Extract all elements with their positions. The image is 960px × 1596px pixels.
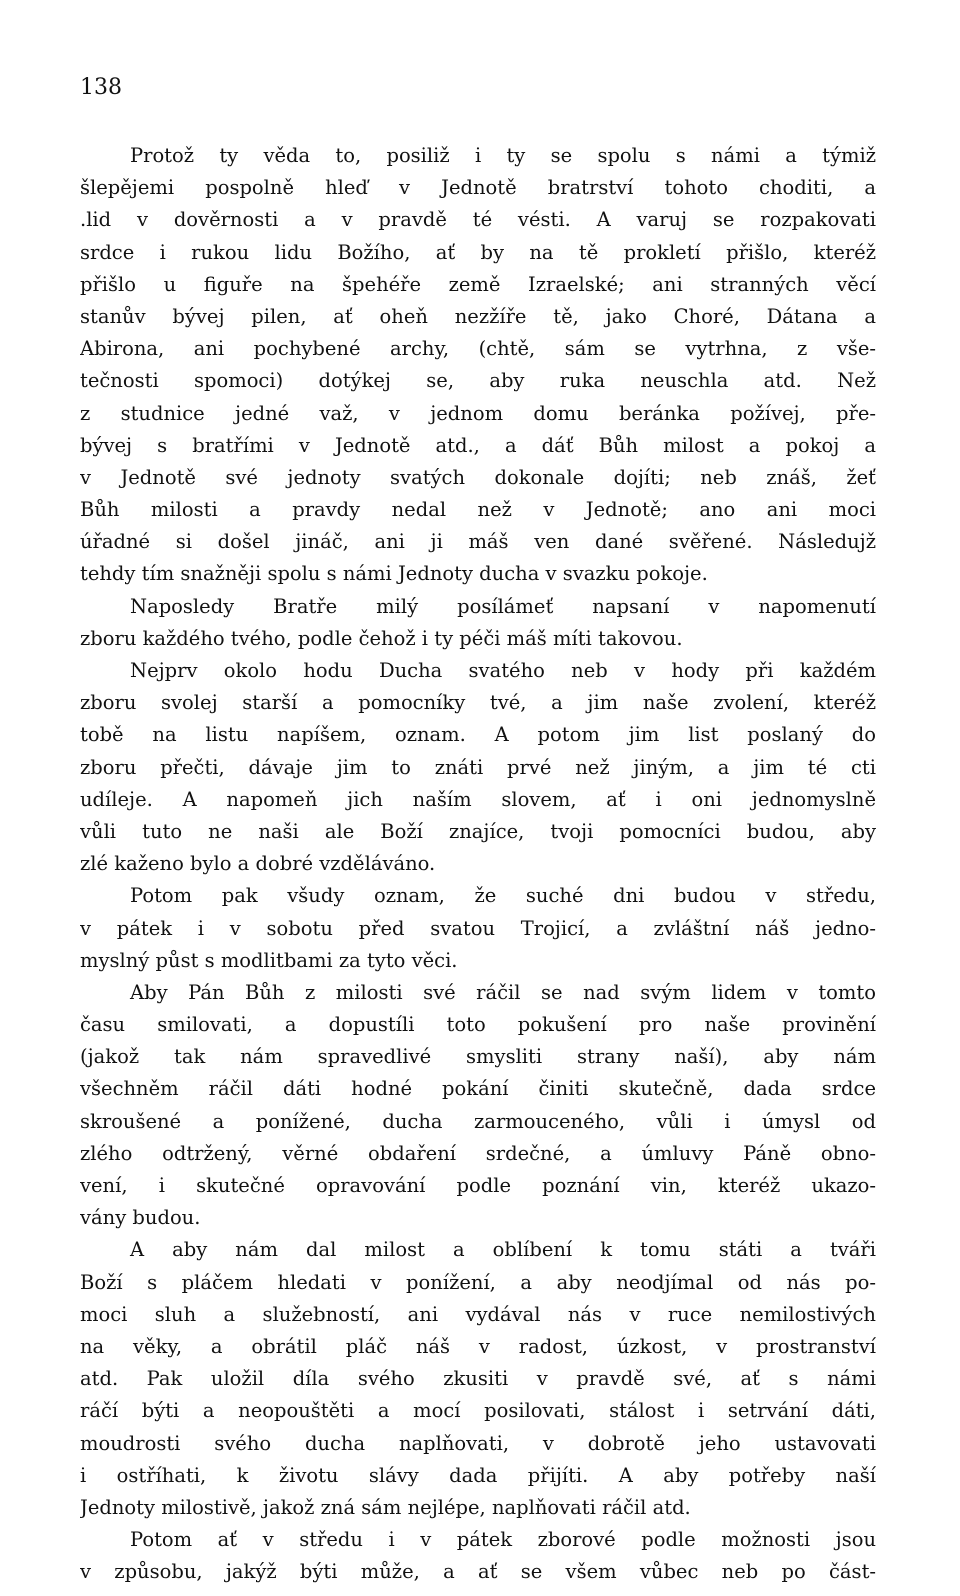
text-line: zlého odtržený, věrné obdaření srdečné, a úmluvy Páně obno- xyxy=(80,1141,876,1165)
body-text xyxy=(80,140,876,1588)
text-line: šlepějemi pospolně hleď v Jednotě bratrství tohoto choditi, a xyxy=(80,176,876,200)
text-line: zboru každého tvého, podle čehož i ty péči máš míti takovou. xyxy=(80,626,683,650)
text-line: zlé kaženo bylo a dobré vzděláváno. xyxy=(80,852,436,876)
text-line: Protož ty věda to, posiliž i ty se spolu s námi a týmiž xyxy=(130,144,876,167)
text-line: tobě na listu napíšem, oznam. A potom jim list poslaný do xyxy=(80,723,876,747)
text-line: (jakož tak nám spravedlivé smysliti strany naší), aby nám xyxy=(80,1045,876,1069)
text-line: srdce i rukou lidu Božího, ať by na tě prokletí přišlo, kteréž xyxy=(80,240,876,264)
text-line: atd. Pak uložil díla svého zkusiti v pravdě své, ať s námi xyxy=(80,1367,876,1391)
text-line: Aby Pán Bůh z milosti své ráčil se nad svým lidem v tomto xyxy=(130,980,876,1004)
text-line: času smilovati, a dopustíli toto pokušení pro naše provinění xyxy=(80,1013,876,1037)
text-line: moci sluh a služebností, ani vydával nás v ruce nemilostivých xyxy=(80,1302,876,1326)
text-line: Abirona, ani pochybené archy, (chtě, sám se vytrhna, z vše- xyxy=(80,337,876,361)
text-line: vůli tuto ne naši ale Boží znajíce, tvoji pomocníci budou, aby xyxy=(80,819,876,843)
text-line: Boží s pláčem hledati v ponížení, a aby neodjímal od nás po- xyxy=(80,1270,876,1294)
text-line: Bůh milosti a pravdy nedal než v Jednotě; ano ani moci xyxy=(80,498,876,522)
text-line: tehdy tím snažněji spolu s námi Jednoty ducha v svazku pokoje. xyxy=(80,562,708,586)
text-line: úřadné si došel jináč, ani ji máš ven dané svěřené. Následujž xyxy=(80,530,876,554)
text-line: myslný půst s modlitbami za tyto věci. xyxy=(80,948,458,972)
text-line: moudrosti svého ducha naplňovati, v dobrotě jeho ustavovati xyxy=(80,1431,876,1455)
text-line: skroušené a ponížené, ducha zarmouceného, vůli i úmysl od xyxy=(80,1109,876,1133)
text-line: na věky, a obrátil pláč náš v radost, úzkost, v prostranství xyxy=(80,1334,876,1358)
page-number: 138 xyxy=(80,75,122,100)
text-line: vány budou. xyxy=(80,1206,201,1230)
text-line: v Jednotě své jednoty svatých dokonale dojíti; neb znáš, žeť xyxy=(80,465,876,489)
text-line: udíleje. A napomeň jich naším slovem, ať i oni jednomyslně xyxy=(80,787,876,811)
text-line: Potom ať v středu i v pátek zborové podle možnosti jsou xyxy=(130,1528,876,1552)
text-line: i ostříhati, k životu slávy dada přijíti. A aby potřeby naší xyxy=(80,1463,876,1487)
text-line: Nejprv okolo hodu Ducha svatého neb v hody při každém xyxy=(130,659,876,682)
text-line: .lid v dověrnosti a v pravdě té vésti. A varuj se rozpakovati xyxy=(80,208,876,232)
text-line: zboru přečti, dávaje jim to znáti prvé než jiným, a jim té cti xyxy=(80,755,876,779)
text-line: Potom pak všudy oznam, že suché dni budou v středu, xyxy=(130,884,876,908)
text-line: ráčí býti a neopouštěti a mocí posilovati, stálost i setrvání dáti, xyxy=(80,1399,876,1423)
text-line: tečnosti spomoci) dotýkej se, aby ruka neuschla atd. Než xyxy=(80,369,876,393)
text-line: bývej s bratřími v Jednotě atd., a dáť Bůh milost a pokoj a xyxy=(80,433,876,457)
text-line: všechněm ráčil dáti hodné pokání činiti skutečně, dada srdce xyxy=(80,1077,876,1101)
text-line: A aby nám dal milost a oblíbení k tomu státi a tváři xyxy=(130,1238,876,1262)
text-line: v způsobu, jakýž býti může, a ať se všem vůbec neb po část- xyxy=(80,1560,876,1584)
text-line: z studnice jedné važ, v jednom domu beránka požívej, pře- xyxy=(80,401,876,425)
text-line: vení, i skutečné opravování podle poznání vin, kteréž ukazo- xyxy=(80,1174,876,1197)
text-line: Naposledy Bratře milý posílámeť napsaní v napomenutí xyxy=(130,594,876,618)
text-line: přišlo u figuře na špehéře země Izraelské; ani stranných věcí xyxy=(80,272,876,296)
text-line: zboru svolej starší a pomocníky tvé, a jim naše zvolení, kteréž xyxy=(80,691,876,715)
text-line: stanův bývej pilen, ať oheň nezžíře tě, jako Choré, Dátana a xyxy=(80,304,876,328)
text-line: Jednoty milostivě, jakož zná sám nejlépe, naplňovati ráčil atd. xyxy=(80,1495,691,1519)
text-line: v pátek i v sobotu před svatou Trojicí, a zvláštní náš jedno- xyxy=(80,916,876,940)
